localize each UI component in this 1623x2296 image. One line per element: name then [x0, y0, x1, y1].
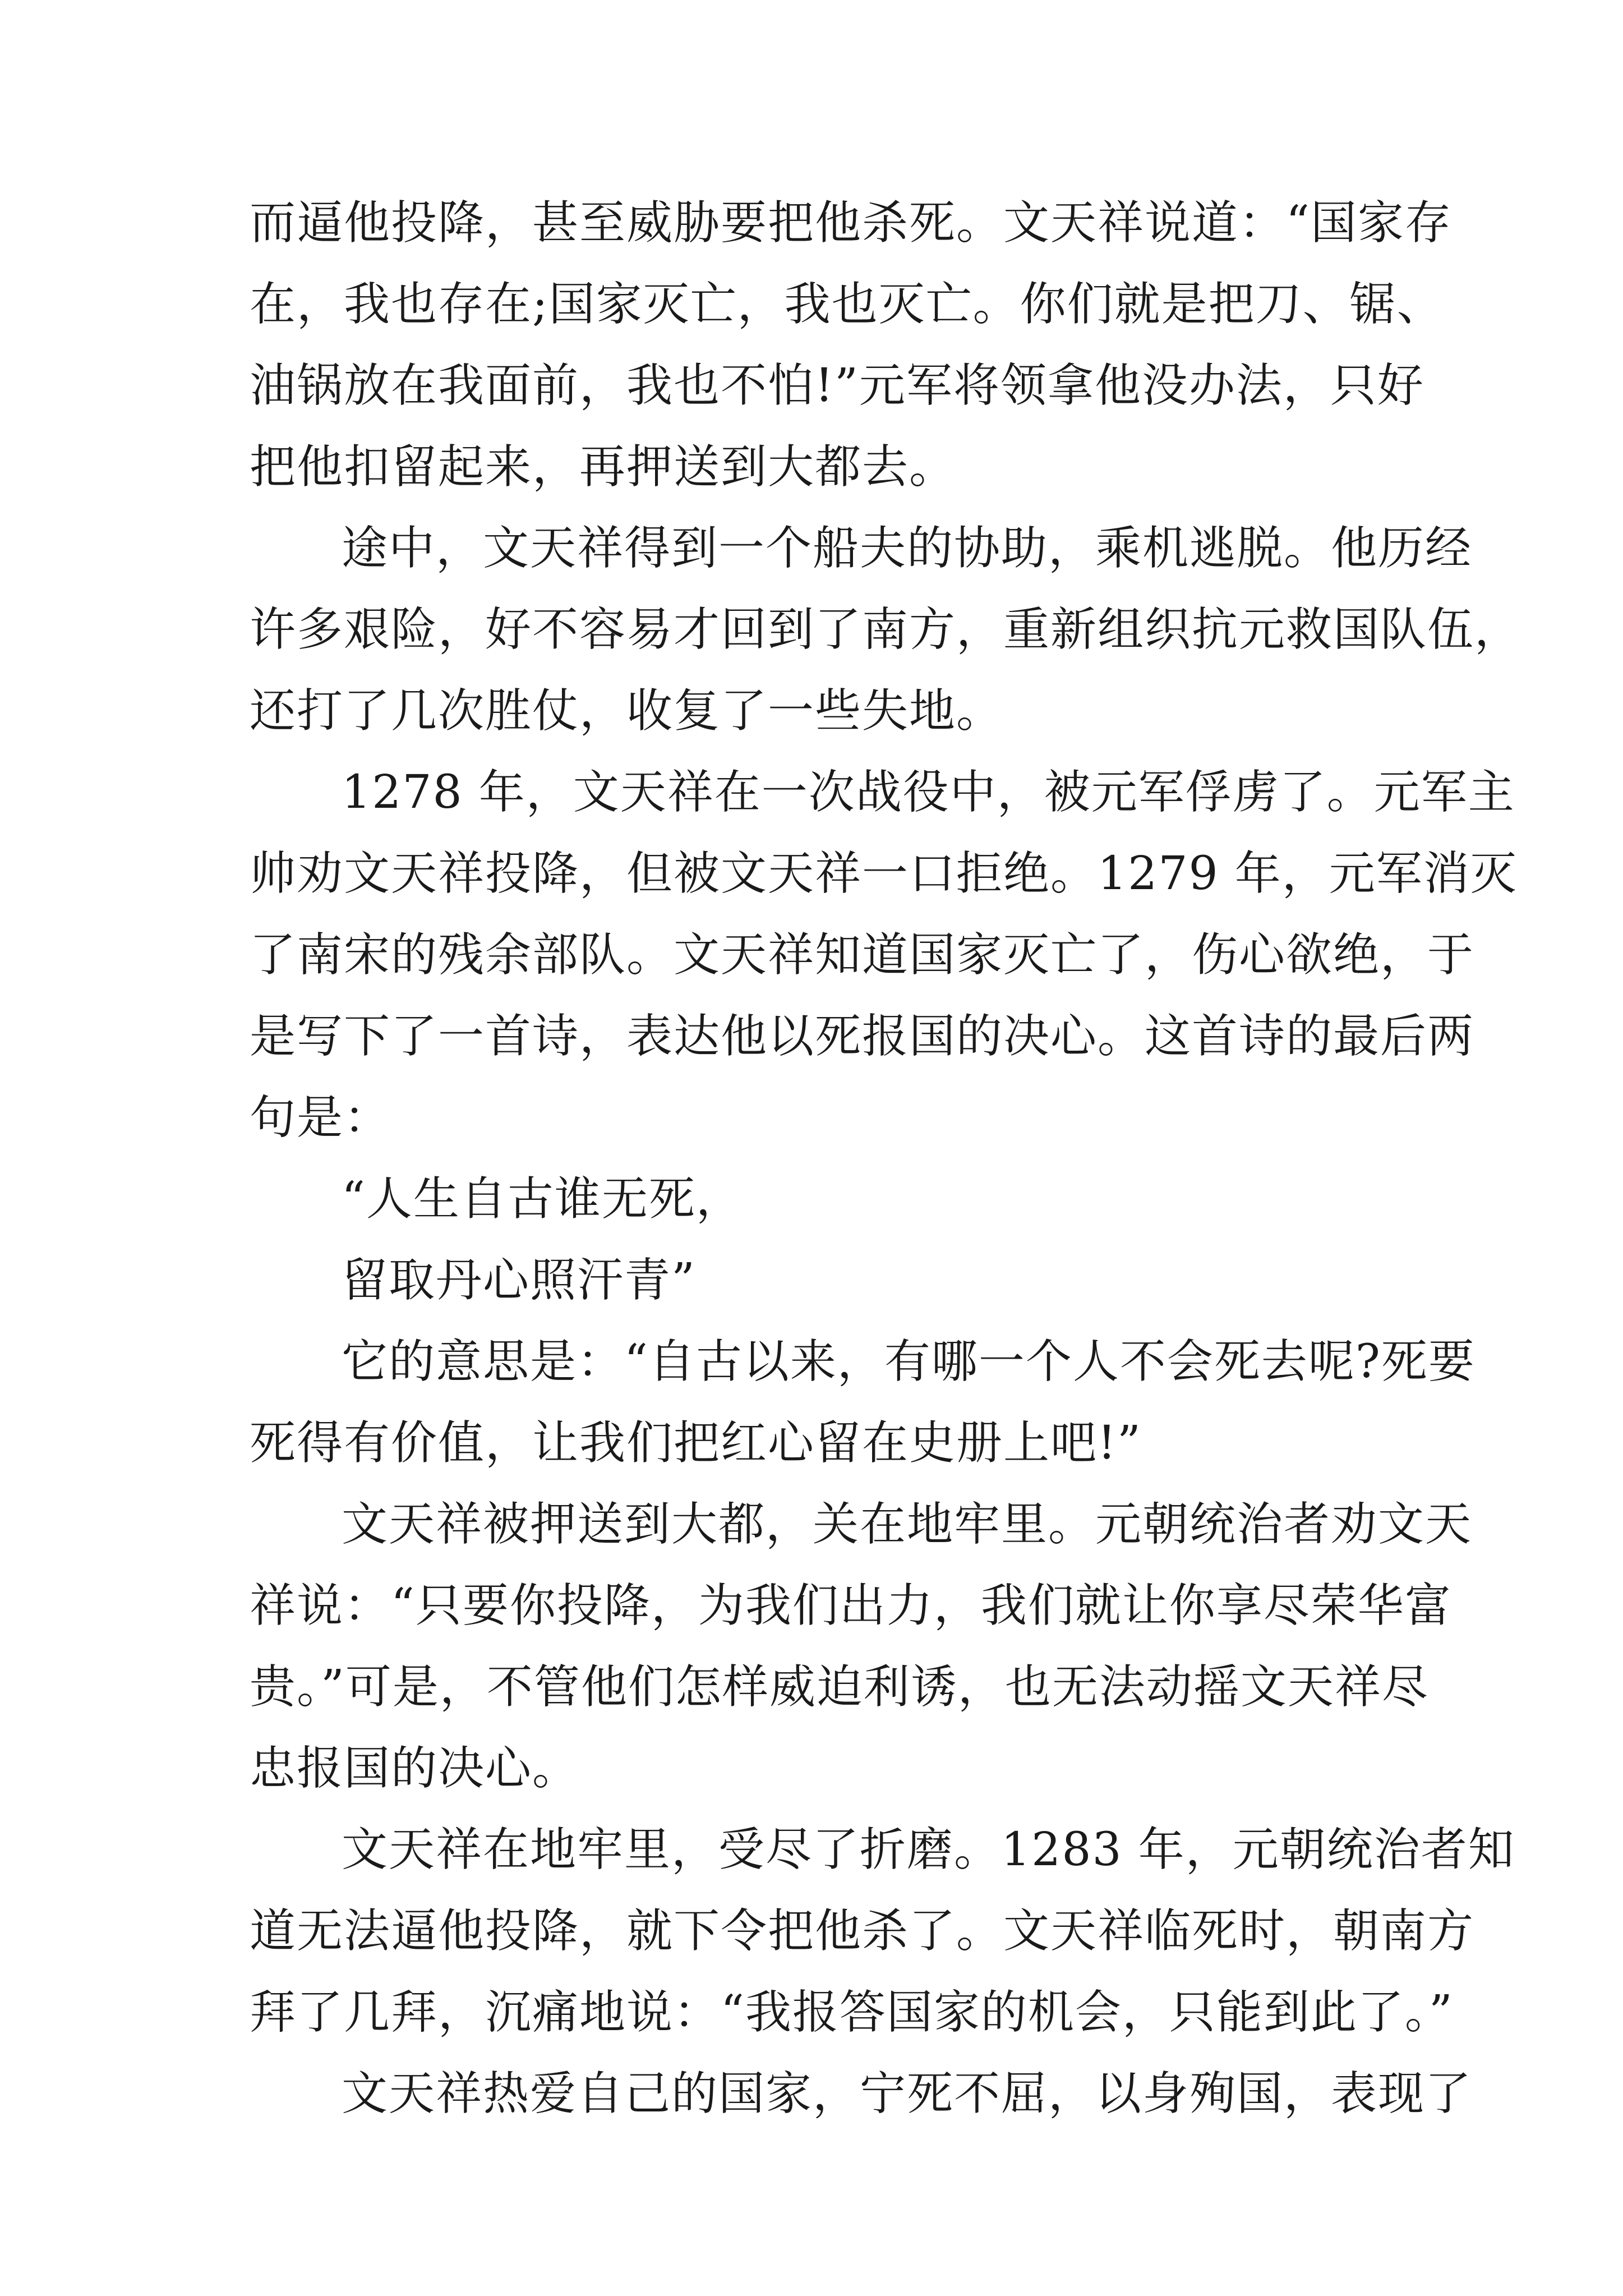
text-line: 把他扣留起来，再押送到大都去。: [250, 440, 957, 494]
text-line: 忠报国的决心。: [250, 1742, 580, 1795]
text-line: 还打了几次胜仗，收复了一些失地。: [250, 684, 1004, 738]
body-text: [250, 182, 1522, 2134]
text-line: 祥说：“只要你投降，为我们出力，我们就让你享尽荣华富: [250, 1579, 1452, 1632]
text-line: 帅劝文天祥投降，但被文天祥一口拒绝。1279 年，元军消灭: [250, 847, 1518, 900]
text-line: 它的意思是：“自古以来，有哪一个人不会死去呢?死要: [342, 1335, 1476, 1388]
text-line: 许多艰险，好不容易才回到了南方，重新组织抗元救国队伍，: [250, 603, 1522, 656]
text-line: 途中，文天祥得到一个船夫的协助，乘机逃脱。他历经: [342, 522, 1473, 575]
text-line: 油锅放在我面前，我也不怕!”元军将领拿他没办法，只好: [250, 359, 1424, 412]
text-line: 死得有价值，让我们把红心留在史册上吧!”: [250, 1416, 1142, 1470]
text-line: 贵。”可是，不管他们怎样威迫利诱，也无法动摇文天祥尽: [250, 1660, 1429, 1714]
text-line: 拜了几拜，沉痛地说：“我报答国家的机会，只能到此了。”: [250, 1986, 1454, 2039]
text-line: 了南宋的残余部队。文天祥知道国家灭亡了，伤心欲绝，于: [250, 928, 1475, 982]
text-line: 而逼他投降，甚至威胁要把他杀死。文天祥说道：“国家存: [250, 196, 1452, 250]
text-line: 文天祥被押送到大都，关在地牢里。元朝统治者劝文天: [342, 1498, 1473, 1551]
text-line: 道无法逼他投降，就下令把他杀了。文天祥临死时，朝南方: [250, 1904, 1475, 1958]
poem-line: “人生自古谁无死，: [342, 1172, 743, 1226]
text-line: 在，我也存在;国家灭亡，我也灭亡。你们就是把刀、锯、: [250, 278, 1444, 331]
text-line: 句是：: [250, 1091, 391, 1144]
text-line: 文天祥在地牢里，受尽了折磨。1283 年，元朝统治者知: [342, 1823, 1515, 1876]
text-line: 1278 年，文天祥在一次战役中，被元军俘虏了。元军主: [342, 766, 1515, 819]
poem-line: 留取丹心照汗青”: [342, 1254, 696, 1307]
text-line: 文天祥热爱自己的国家，宁死不屈，以身殉国，表现了: [342, 2067, 1473, 2120]
text-line: 是写下了一首诗，表达他以死报国的决心。这首诗的最后两: [250, 1010, 1475, 1063]
